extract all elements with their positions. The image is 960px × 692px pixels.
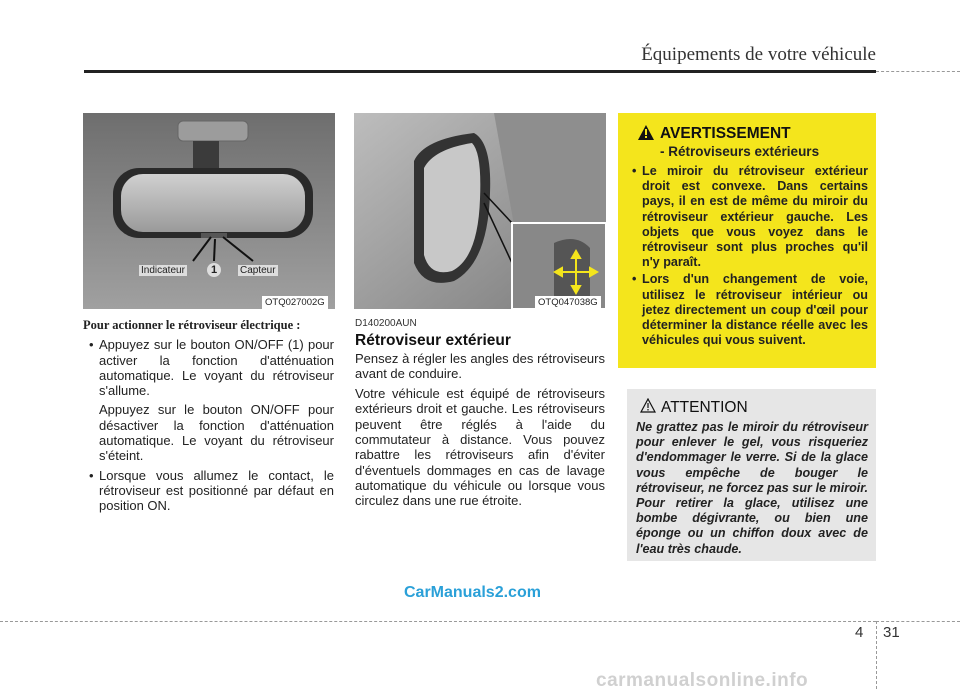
interior-mirror-photo <box>83 113 335 309</box>
exterior-mirror-photo <box>354 113 606 309</box>
warning-triangle-icon <box>638 125 654 145</box>
list-item: • Appuyez sur le bouton ON/OFF (1) pour activer la fonction d'atténuation automatique. Le voyant du rétroviseur s'allume. <box>89 337 334 399</box>
warning-subheading: - Rétroviseurs extérieurs <box>660 144 820 159</box>
paragraph-1: Pensez à régler les angles des rétroviseurs avant de conduire. <box>355 350 605 381</box>
warning-list <box>626 162 868 350</box>
attention-heading: ATTENTION <box>661 399 748 416</box>
watermark-link[interactable]: CarManuals2.com <box>404 584 541 601</box>
caution-triangle-icon <box>640 398 656 418</box>
bottom-watermark: carmanualsonline.info <box>596 670 809 691</box>
footer-rule-right <box>876 621 960 622</box>
chapter-number: 4 <box>855 624 864 641</box>
header-rule <box>84 70 876 73</box>
paragraph-2: Votre véhicule est équipé de rétroviseurs extérieurs droit et gauche. Les rétroviseurs peuvent être réglés à l'aide du commutateur à distance. Vous pouvez rabattre les rétroviseurs afin d'éviter d'éventuels dommages en cas de lavage automatique du véhicule ou lorsque vous circulez dans une rue étroite. <box>355 386 605 509</box>
page-header-title: Équipements de votre véhicule <box>641 44 876 65</box>
left-column <box>83 318 334 516</box>
footer-rule <box>0 621 876 622</box>
list-item: • Le miroir du rétroviseur extérieur droit est convexe. Dans certains pays, il en est de même du miroir du rétroviseur extérieur gauche. Les objets que vous voyez dans le rétroviseur sont plus proches qu'il n'y paraît. <box>632 164 868 270</box>
figure-code-middle: OTQ047038G <box>535 296 601 309</box>
page-divider <box>876 621 877 689</box>
label-number-1: 1 <box>207 263 221 277</box>
section-title: Rétroviseur extérieur <box>355 332 511 350</box>
label-sensor: Capteur <box>240 265 276 276</box>
warning-heading: AVERTISSEMENT <box>660 125 791 142</box>
page-number: 31 <box>883 624 900 641</box>
list-item: • Lorsque vous allumez le contact, le rétroviseur est positionné par défaut en position ON. <box>89 467 334 514</box>
list-item: • Lors d'un changement de voie, utilisez le rétroviseur intérieur ou jetez directement un coup d'œil pour déterminer la distance réelle avec les véhicules qui vous suivent. <box>632 272 868 348</box>
label-indicator: Indicateur <box>141 265 185 276</box>
attention-box <box>627 389 876 561</box>
header-rule-dots <box>876 71 960 72</box>
sub-paragraph: Appuyez sur le bouton ON/OFF pour désactiver la fonction d'atténuation automatique. Le voyant du rétroviseur s'éteint. <box>99 402 334 464</box>
section-code: D140200AUN <box>355 318 417 329</box>
warning-box <box>618 113 876 368</box>
figure-code-left: OTQ027002G <box>262 296 328 309</box>
mirror-caption: Pour actionner le rétroviseur électrique : <box>83 318 301 332</box>
attention-text: Ne grattez pas le miroir du rétroviseur pour enlever le gel, vous risqueriez d'endommager le verre. Si de la glace vous empêche de bouger le rétroviseur, ne forcez pas sur le miroir. Pour retirer la glace, utilisez une bombe dégivrante, ou bien une éponge ou un chiffon doux avec de l'eau très chaude. <box>636 420 868 556</box>
middle-column <box>355 316 605 509</box>
